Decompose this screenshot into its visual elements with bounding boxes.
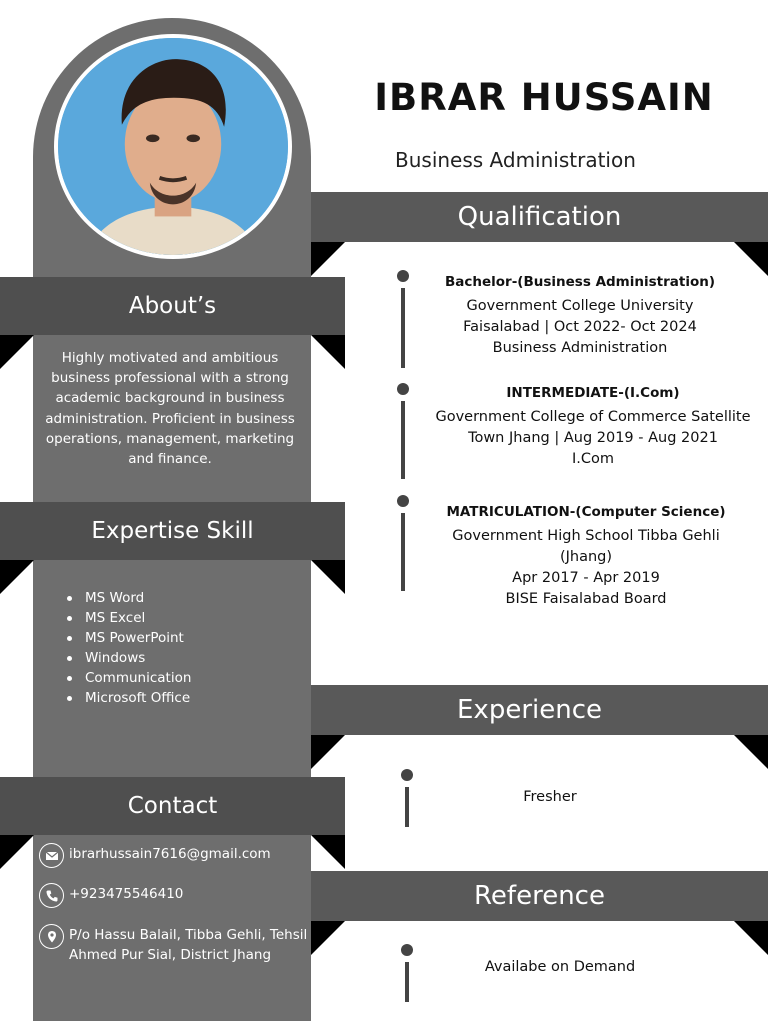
- candidate-subtitle: Business Administration: [395, 148, 636, 172]
- qualification-entry: [418, 383, 768, 470]
- profile-photo-image: [58, 38, 288, 255]
- contact-heading-banner: [0, 777, 345, 835]
- qualification-title: MATRICULATION-(Computer Science): [446, 504, 726, 520]
- timeline-dot: [397, 383, 409, 395]
- skill-item: Microsoft Office: [66, 688, 191, 708]
- qualification-line: Government High School Tibba Gehli: [452, 528, 720, 544]
- skill-item: Communication: [66, 668, 191, 688]
- qualification-entry: [425, 502, 747, 610]
- contact-email[interactable]: ibrarhussain7616@gmail.com: [69, 846, 271, 862]
- about-heading-banner: [0, 277, 345, 335]
- timeline-dot: [397, 270, 409, 282]
- ribbon-fold: [311, 835, 345, 869]
- skills-list: [66, 588, 191, 708]
- timeline-dot: [397, 495, 409, 507]
- experience-heading: Experience: [457, 695, 602, 725]
- ribbon-fold: [0, 835, 34, 869]
- contact-heading: Contact: [127, 793, 218, 819]
- timeline-line: [401, 288, 405, 368]
- location-pin-icon: [39, 924, 64, 949]
- ribbon-fold: [734, 242, 768, 276]
- about-heading: About’s: [128, 293, 217, 319]
- reference-heading: Reference: [474, 881, 605, 911]
- envelope-icon: [39, 843, 64, 868]
- timeline-line: [405, 962, 409, 1002]
- ribbon-fold: [311, 921, 345, 955]
- candidate-name: IBRAR HUSSAIN: [374, 76, 714, 119]
- contact-phone[interactable]: +923475546410: [69, 886, 184, 902]
- reference-text: Availabe on Demand: [484, 959, 636, 975]
- qualification-line: Business Administration: [492, 340, 668, 356]
- ribbon-fold: [311, 560, 345, 594]
- ribbon-fold: [311, 242, 345, 276]
- experience-text: Fresher: [523, 789, 577, 805]
- phone-icon: [39, 883, 64, 908]
- qualification-line: Government College University: [466, 298, 694, 314]
- ribbon-fold: [734, 735, 768, 769]
- contact-address: P/o Hassu Balail, Tibba Gehli, Tehsil Ahmed Pur Sial, District Jhang: [69, 927, 308, 963]
- ribbon-fold: [311, 735, 345, 769]
- qualification-line: Town Jhang | Aug 2019 - Aug 2021: [468, 430, 718, 446]
- qualification-line: (Jhang): [559, 549, 613, 565]
- ribbon-fold: [0, 335, 34, 369]
- ribbon-fold: [0, 560, 34, 594]
- timeline-line: [405, 787, 409, 827]
- timeline-dot: [401, 769, 413, 781]
- qualification-heading-banner: [311, 192, 768, 242]
- skill-item: MS PowerPoint: [66, 628, 191, 648]
- qualification-line: I.Com: [571, 451, 614, 467]
- timeline-line: [401, 401, 405, 479]
- qualification-line: BISE Faisalabad Board: [505, 591, 667, 607]
- expertise-heading: Expertise Skill: [91, 518, 254, 544]
- qualification-line: Faisalabad | Oct 2022- Oct 2024: [463, 319, 697, 335]
- ribbon-fold: [734, 921, 768, 955]
- expertise-heading-banner: [0, 502, 345, 560]
- qualification-title: INTERMEDIATE-(I.Com): [506, 385, 680, 401]
- qualification-title: Bachelor-(Business Administration): [444, 274, 716, 290]
- timeline-dot: [401, 944, 413, 956]
- ribbon-fold: [311, 335, 345, 369]
- experience-heading-banner: [311, 685, 768, 735]
- qualification-entry: [420, 272, 740, 359]
- profile-photo: [54, 34, 292, 259]
- skill-item: MS Word: [66, 588, 191, 608]
- qualification-line: Apr 2017 - Apr 2019: [512, 570, 660, 586]
- qualification-line: Government College of Commerce Satellite: [435, 409, 751, 425]
- skill-item: MS Excel: [66, 608, 191, 628]
- about-text: Highly motivated and ambitious business professional with a strong academic background in business administration. Proficient in business operations, management, marketing and finance.: [45, 350, 295, 468]
- reference-heading-banner: [311, 871, 768, 921]
- timeline-line: [401, 513, 405, 591]
- skill-item: Windows: [66, 648, 191, 668]
- qualification-heading: Qualification: [457, 202, 622, 232]
